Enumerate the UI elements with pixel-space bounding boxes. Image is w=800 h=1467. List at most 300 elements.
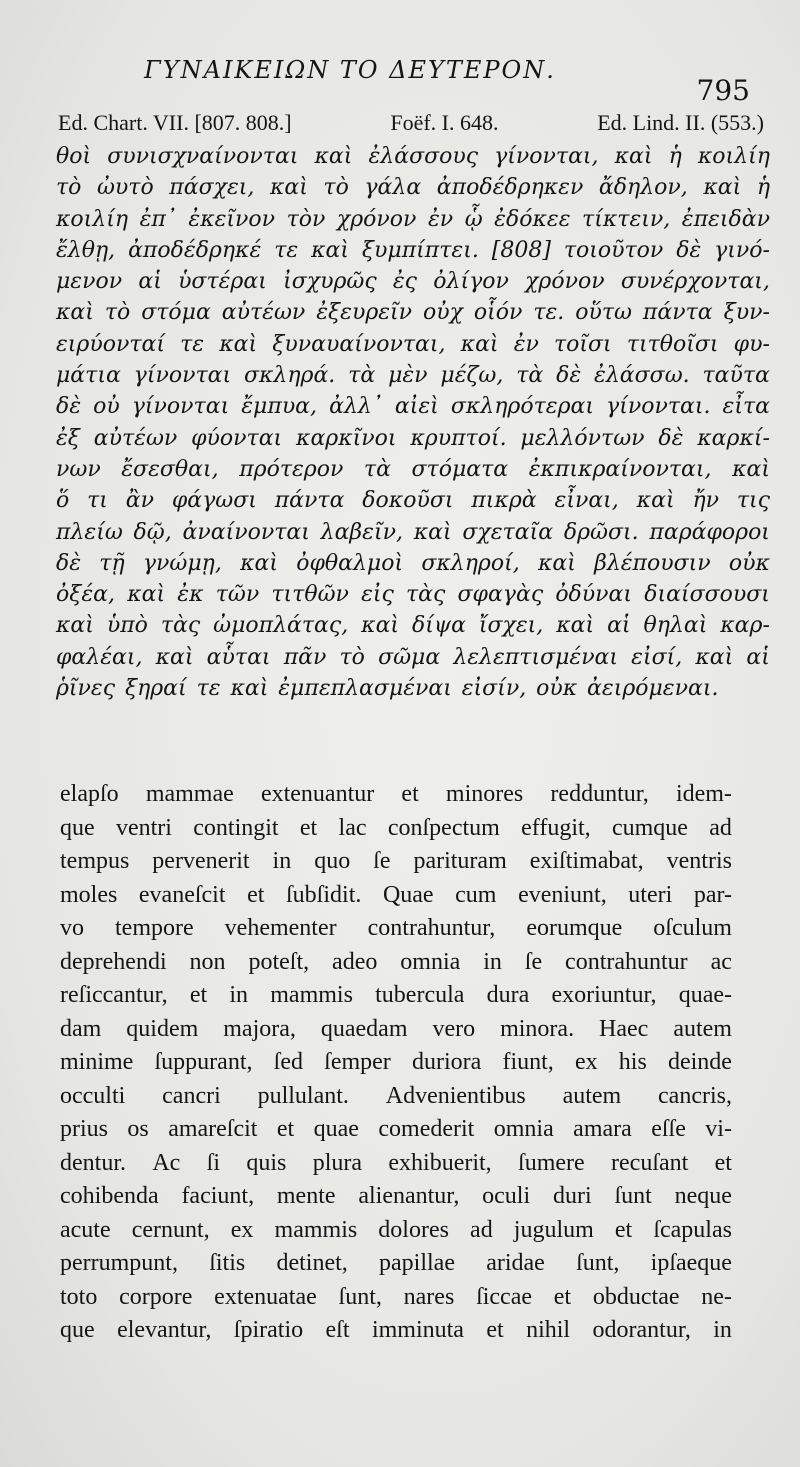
word: αἰεὶ [394, 394, 439, 420]
word: πάντα [642, 300, 713, 326]
word: ἐς [392, 269, 418, 295]
word: quo [314, 848, 351, 874]
word: extenuantur [260, 781, 375, 807]
word: ſunt, [338, 1283, 382, 1310]
word: γίνονται [133, 363, 232, 389]
word: βλέπουσιν [594, 550, 711, 576]
latin-text-line [60, 845, 732, 879]
word: et [247, 881, 265, 908]
word: εἰς [361, 582, 394, 608]
word: μενον [56, 269, 123, 295]
word: vi- [705, 1116, 732, 1142]
word: αὗται [206, 644, 271, 670]
word: prius [60, 1116, 108, 1142]
word: μέζω, [440, 363, 504, 389]
word: σκληροί, [421, 550, 520, 576]
word: contrahuntur, [367, 915, 496, 941]
word: τὰ [516, 363, 544, 389]
word: φύονται [191, 425, 283, 451]
word: his [618, 1049, 647, 1075]
word: σκληρά. [243, 363, 336, 389]
word: τοῖσι [554, 331, 612, 357]
word: ἡ [668, 144, 682, 169]
word: Ac [152, 1149, 181, 1176]
word: contrahuntur [565, 948, 688, 975]
word: δοκοῦσι [362, 488, 454, 514]
word: comederit [378, 1116, 475, 1142]
word: σῶμα [378, 644, 441, 670]
word: ἐκ [177, 582, 204, 608]
word: γίνονται [131, 394, 230, 420]
word: extenuatae [214, 1283, 317, 1310]
word: et [401, 781, 419, 807]
word: πᾶν [283, 644, 327, 670]
word: καὶ [614, 144, 653, 169]
word: φυ- [733, 331, 770, 357]
word: ἔσεσθαι, [121, 456, 219, 482]
word: lac [338, 814, 367, 841]
word: mammis [274, 1216, 358, 1243]
word: reſiccantur, [60, 982, 168, 1008]
word: oculi [482, 1183, 531, 1209]
word: et [714, 1149, 732, 1176]
latin-text-line [60, 1147, 732, 1181]
word: οἷόν [473, 300, 523, 326]
word: ſcapulas [653, 1216, 732, 1243]
word: nares [403, 1283, 455, 1310]
word: ipſaeque [650, 1250, 732, 1276]
word: λαβεῖν, [320, 519, 403, 545]
word: quae [313, 1116, 359, 1142]
word: tubercula [375, 982, 465, 1008]
word: ὀδύναι [555, 582, 633, 608]
word: effugit, [521, 814, 591, 841]
word: ἀποδέδρηκέ [128, 237, 262, 263]
word: cancri [162, 1082, 221, 1109]
word: quae- [678, 982, 732, 1008]
word: ὑστέραι [178, 269, 267, 295]
word: τιτθῶν [271, 582, 349, 608]
word: ſe [524, 948, 543, 975]
word: exoriuntur, [551, 982, 657, 1008]
greek-text-block [56, 141, 770, 704]
greek-text-line [56, 235, 770, 266]
word: autem [673, 1015, 732, 1042]
word: eorumque [526, 915, 623, 941]
word: τὰ [348, 363, 376, 389]
edition-references [58, 110, 764, 136]
word: adeo [332, 948, 378, 975]
word: in [483, 948, 502, 975]
word: στόμα [141, 300, 211, 326]
word: συνισχναίνονται [107, 144, 299, 169]
word: ſumere [518, 1149, 585, 1176]
word: ἀειρόμεναι. [587, 676, 719, 702]
word: contingit [193, 814, 279, 841]
word: αὐτέων [221, 300, 306, 326]
greek-text-line [56, 548, 770, 579]
greek-text-line [56, 204, 770, 235]
word: καὶ [56, 300, 94, 326]
latin-text-line [60, 1013, 732, 1047]
word: quis [246, 1149, 287, 1176]
word: γνώμῃ, [142, 550, 222, 576]
word: vehementer [224, 915, 337, 941]
word: deprehendi [60, 948, 167, 975]
word: jugulum [513, 1216, 594, 1243]
greek-text-line [56, 329, 770, 360]
word: τις [736, 488, 770, 514]
word: mammae [145, 781, 234, 807]
word: τὸ [323, 175, 349, 201]
word: ἐδόκεε [494, 206, 571, 232]
word: tempore [115, 915, 194, 941]
greek-text-line [56, 423, 770, 454]
word: cernunt, [131, 1216, 210, 1243]
word: que [60, 1317, 95, 1343]
word: minime [60, 1049, 134, 1075]
latin-text-line [60, 1314, 732, 1348]
word: in [713, 1317, 732, 1343]
word: ὠμοπλάτας, [213, 613, 349, 639]
word: θοὶ [56, 144, 92, 169]
word: ac [710, 948, 732, 975]
word: eſſe [651, 1116, 686, 1142]
word: cohibenda [60, 1183, 159, 1209]
latin-text-line [60, 1281, 732, 1315]
word: ὀφθαλμοὶ [296, 550, 404, 576]
word: minora. [500, 1015, 575, 1042]
word: τὸ [56, 175, 82, 201]
word: ἄδηλον, [598, 175, 688, 201]
word: que [60, 814, 95, 841]
word: in [272, 848, 292, 874]
word: ἔμπυα, [241, 394, 318, 420]
word: aridae [486, 1250, 545, 1276]
word: omnia [493, 1116, 554, 1142]
latin-text-line [60, 1113, 732, 1147]
word: καὶ [56, 613, 94, 639]
word: ἐν [427, 206, 454, 232]
word: ſemper [324, 1049, 391, 1075]
word: ὅ [56, 488, 70, 514]
word: πικρὰ [471, 488, 537, 514]
edition-ref-chart: Ed. Chart. VII. [807. 808.] [58, 110, 292, 135]
word: ἐκπικραίνονται, [528, 456, 712, 482]
word: ἰσχυρῶς [283, 269, 377, 295]
word: ſubſidit. [286, 881, 362, 908]
word: quidem [126, 1015, 199, 1042]
word: amareſcit [168, 1116, 258, 1142]
word: μὲν [388, 363, 428, 389]
word: καὶ [537, 550, 576, 576]
greek-text-line [56, 266, 770, 297]
word: τε. [533, 300, 565, 326]
word: ἂν [125, 488, 154, 514]
word: ventri [115, 814, 172, 841]
word: elevantur, [117, 1317, 212, 1343]
word: κοιλίη [697, 144, 770, 169]
word: δὲ [676, 237, 702, 263]
word: elapſo [60, 781, 119, 807]
word: mente [276, 1183, 336, 1209]
word: καὶ [413, 519, 452, 545]
word: [808] [491, 237, 551, 263]
word: φαλέαι, [56, 644, 143, 670]
word: τὸν [286, 206, 326, 232]
word: ἐν [513, 331, 539, 357]
word: ᾧ [464, 206, 483, 232]
word: plura [312, 1149, 363, 1176]
word: στόματα [411, 456, 509, 482]
word: εἶναι, [554, 488, 619, 514]
word: Quae [382, 881, 434, 908]
word: ὑπὸ [106, 613, 148, 639]
word: καὶ [240, 550, 278, 576]
word: τὸ [339, 644, 365, 670]
word: τιτθοῖσι [626, 331, 719, 357]
word: οὐχ [423, 300, 463, 326]
word: et [486, 1317, 504, 1343]
word: πάντα [274, 488, 345, 514]
word: οὐκ [536, 676, 578, 702]
greek-text-line [56, 391, 770, 422]
word: καὶ [703, 175, 742, 201]
word: oſculum [653, 915, 732, 941]
greek-text-line [56, 454, 770, 485]
word: καρκῖνοι [296, 425, 397, 451]
word: ne- [701, 1283, 732, 1310]
word: moles [60, 881, 118, 908]
word: deinde [667, 1049, 732, 1075]
word: mammis [270, 982, 353, 1008]
word: et [299, 814, 318, 841]
word: χρόνον [336, 206, 417, 232]
word: uteri [628, 881, 673, 908]
word: θηλαὶ [643, 613, 708, 639]
word: obductae [592, 1283, 680, 1310]
word: καὶ [219, 331, 258, 357]
word: εἶτα [722, 394, 770, 420]
word: ἐκεῖνον [188, 206, 276, 232]
greek-text-line [56, 579, 770, 610]
latin-text-line [60, 1180, 732, 1214]
word: ξυμπίπτει. [361, 237, 479, 263]
word: πρότερον [239, 456, 344, 482]
word: ξυν- [723, 300, 770, 326]
word: ἐπειδὰν [681, 206, 770, 232]
word: οὐ [93, 394, 120, 420]
word: γίνονται. [606, 394, 711, 420]
greek-text-line [56, 673, 770, 704]
word: parituram [413, 848, 507, 874]
word: dura [486, 982, 530, 1008]
greek-text-line [56, 610, 770, 641]
word: καὶ [155, 644, 194, 670]
word: dolores [378, 1216, 449, 1243]
greek-text-line [56, 642, 770, 673]
word: πάσχει, [169, 175, 255, 201]
word: πλείω [56, 519, 123, 545]
word: amara [573, 1116, 632, 1142]
word: et [553, 1283, 572, 1310]
word: neque [674, 1183, 732, 1209]
word: fiunt, [502, 1049, 554, 1075]
word: καὶ [695, 644, 734, 670]
word: duri [552, 1183, 592, 1209]
word: ex [574, 1049, 598, 1075]
word: evaneſcit [138, 881, 226, 908]
word: ταῦτα [702, 363, 770, 389]
word: par- [693, 881, 732, 908]
word: οὐκ [728, 550, 770, 576]
word: toto [60, 1283, 98, 1310]
word: ventris [666, 848, 732, 874]
word: δὲ [658, 425, 684, 451]
page-number: 795 [696, 74, 750, 107]
word: omnia [400, 948, 461, 975]
word: imminuta [371, 1317, 464, 1343]
word: ἐπ᾽ [139, 206, 177, 232]
word: καὶ [127, 582, 166, 608]
word: et [189, 982, 208, 1008]
word: ὠυτὸ [96, 175, 154, 201]
word: pullulant. [257, 1082, 349, 1109]
word: ſitis [209, 1250, 246, 1276]
word: τε [274, 237, 299, 263]
latin-text-line [60, 812, 732, 846]
word: acute [60, 1216, 111, 1243]
word: ἔλθῃ, [56, 237, 116, 263]
word: alienantur, [358, 1183, 460, 1209]
greek-text-line [56, 297, 770, 328]
word: ῥῖνες [56, 676, 116, 702]
word: εἰσίν, [461, 676, 527, 702]
word: duriora [411, 1049, 482, 1075]
word: τι [87, 488, 108, 514]
word: poteſt, [248, 948, 310, 975]
latin-text-line [60, 1046, 732, 1080]
greek-text-line [56, 360, 770, 391]
word: δὲ [56, 394, 82, 420]
word: quaedam [320, 1015, 408, 1042]
word: ſe [373, 848, 391, 874]
greek-text-line [56, 172, 770, 203]
word: et [614, 1216, 633, 1243]
word: ſuppurant, [154, 1049, 253, 1075]
word: ἐλάσσους [368, 144, 479, 169]
word: pervenerit [152, 848, 250, 874]
word: ſi [206, 1149, 221, 1176]
word: ſiccae [476, 1283, 533, 1310]
word: ὀξέα, [56, 582, 116, 608]
word: ξυναυαίνονται, [272, 331, 446, 357]
word: καὶ [732, 456, 770, 482]
latin-text-block [60, 778, 732, 1348]
latin-text-line [60, 879, 732, 913]
word: καὶ [230, 676, 269, 702]
word: γίνονται, [494, 144, 599, 169]
word: corpore [119, 1283, 193, 1310]
word: ἴσχει, [478, 613, 544, 639]
word: ad [470, 1216, 493, 1243]
word: in [229, 982, 249, 1008]
word: τὸ [104, 300, 131, 326]
latin-text-line [60, 1214, 732, 1248]
word: μελλόντων [520, 425, 645, 451]
word: detinet, [276, 1250, 348, 1276]
word: ex [230, 1216, 254, 1243]
word: καρκί- [697, 425, 770, 451]
word: tempus [60, 848, 130, 874]
latin-text-line [60, 912, 732, 946]
word: conſpectum [387, 814, 500, 841]
word: μάτια [56, 363, 121, 389]
word: cancris, [658, 1082, 732, 1109]
word: διαίσσουσι [644, 582, 770, 608]
word: ὀλίγον [433, 269, 509, 295]
word: ἐλάσσω. [594, 363, 690, 389]
word: καὶ [314, 144, 353, 169]
word: ſed [273, 1049, 303, 1075]
word: ἐμπεπλασμέναι [278, 676, 452, 702]
word: exiſtimabat, [529, 848, 644, 874]
latin-text-line [60, 946, 732, 980]
word: os [127, 1116, 149, 1142]
word: τίκτειν, [582, 206, 671, 232]
word: recuſant [611, 1149, 689, 1176]
latin-text-line [60, 778, 732, 812]
word: perrumpunt, [60, 1250, 178, 1276]
word: idem- [675, 781, 732, 807]
latin-text-line [60, 979, 732, 1013]
word: τε [180, 331, 205, 357]
word: δὲ [556, 363, 582, 389]
word: παράφοροι [649, 519, 770, 545]
word: ſunt, [576, 1250, 620, 1276]
word: dam [60, 1015, 102, 1042]
word: ειρύονταί [56, 331, 166, 357]
word: minores [445, 781, 524, 807]
word: φάγωσι [171, 488, 257, 514]
word: Advenientibus [385, 1082, 526, 1109]
word: χρόνον [525, 269, 605, 295]
greek-text-line [56, 141, 770, 172]
word: αἱ [607, 613, 631, 639]
edition-ref-lind: Ed. Lind. II. (553.) [597, 110, 764, 135]
word: δῷ, [133, 519, 172, 545]
word: γάλα [364, 175, 422, 201]
word: κρυπτοί. [410, 425, 507, 451]
word: Haec [599, 1015, 649, 1042]
word: ἀναίνονται [182, 519, 310, 545]
word: et [276, 1116, 295, 1142]
word: faciunt, [181, 1183, 255, 1209]
word: ἡ [756, 175, 770, 201]
word: autem [562, 1082, 622, 1109]
word: exhibuerit, [388, 1149, 492, 1176]
word: majora, [223, 1015, 296, 1042]
word: ſunt [614, 1183, 652, 1209]
latin-text-line [60, 1080, 732, 1114]
word: eſt [325, 1317, 350, 1343]
word: τὰς [160, 613, 201, 639]
word: ἀλλ᾽ [329, 394, 383, 420]
word: δὲ [56, 550, 82, 576]
word: eveniunt, [518, 881, 607, 908]
word: αὐτέων [93, 425, 178, 451]
word: νων [56, 456, 101, 482]
